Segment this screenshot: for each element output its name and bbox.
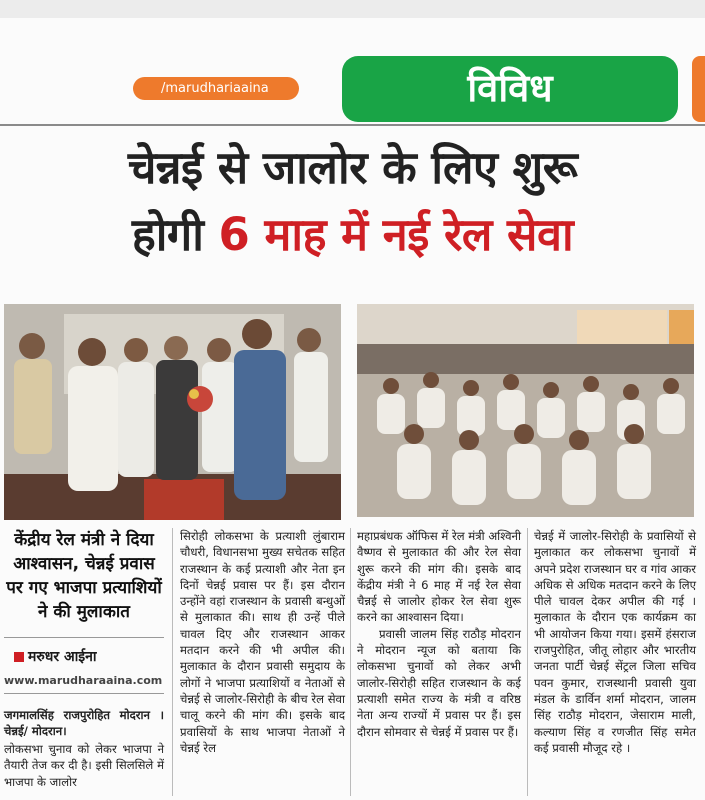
column-divider-2 <box>350 528 351 796</box>
brand-square-icon <box>14 652 24 662</box>
website-url: www.marudharaaina.com <box>4 674 163 687</box>
photo-minister-meeting <box>4 304 341 520</box>
social-handle-badge: /marudhariaaina <box>133 77 299 100</box>
article-column-3 <box>357 528 521 740</box>
headline-line-2-prefix: होगी <box>131 208 204 261</box>
header-divider <box>0 124 705 126</box>
next-section-tab <box>692 56 705 122</box>
section-banner: विविध <box>342 56 678 122</box>
brand-line <box>14 647 97 666</box>
article-column-3-para-2: प्रवासी जालम सिंह राठौड़ मोदरान ने मोदरान न्यूज को बताया कि लोकसभा चुनावों को लेकर अभी जालोर-सिरोही सहित राजस्थान के कई प्रत्याशी समेत राज्य के मंत्री व वरिष्ठ नेता अन्य राज्यों में प्रवास पर हैं। इस दौरान सोमवार से चेन्नई में प्रवास पर हैं। <box>357 626 521 739</box>
brand-name: मरुधर आईना <box>28 649 97 665</box>
headline-line-2 <box>0 207 705 262</box>
article-column-1: लोकसभा चुनाव को लेकर भाजपा ने तैयारी तेज कर दी है। इसी सिलसिले में भाजपा के जालोर <box>4 742 164 789</box>
headline <box>0 140 705 262</box>
photo-audience-gathering-illustration <box>357 304 694 517</box>
headline-line-1: चेन्नई से जालोर के लिए शुरू <box>127 141 578 194</box>
column-divider-3 <box>527 528 528 796</box>
lead-divider-top <box>4 637 164 638</box>
photo-audience-gathering <box>357 304 694 517</box>
top-strip <box>0 0 705 18</box>
lead-summary: केंद्रीय रेल मंत्री ने दिया आश्वासन, चेन्नई प्रवास पर गए भाजपा प्रत्याशियों ने की मुलाकात <box>6 530 162 622</box>
dateline: जगमालसिंह राजपुरोहित मोदरान ।चेन्नई/ मोदरान। <box>4 708 164 739</box>
article-column-2: सिरोही लोकसभा के प्रत्याशी लुंबाराम चौधरी, विधानसभा मुख्य सचेतक सहित राजस्थान के कई प्रत्याशी और नेता इन दिनों चेन्नई प्रवास पर हैं। इस दौरान उन्होंने वहां राजस्थान के प्रवासी बन्धुओं से मुलाकात की। साथ ही उन्हें पीले चावल दिए और राजस्थान आकर मतदान करने की भी अपील की। मुलाकात के दौरान प्रवासी समुदाय के लोगों ने भाजपा प्रत्याशियों व नेताओं से चेन्नई से जालोर-सिरोही के बीच रेल सेवा चालू करने की मांग की। इसके बाद प्रवासियों के साथ भाजपा नेताओं ने चेन्नई रेल <box>180 529 345 755</box>
article-column-4: चेन्नई में जालोर-सिरोही के प्रवासियों से मुलाकात कर लोकसभा चुनावों में अपने प्रदेश राजस्थान घर व गांव आकर अधिक से अधिक मतदान करने के लिए पीले चावल देकर अपील की गई । मुलाकात के दौरान एक कार्यक्रम का भी आयोजन किया गया। इसमें हंसराज राजपुरोहित, जीतू लोहार और भारतीय जनता पार्टी चेन्नई सेंट्रल जिला सचिव पवन कुमार, राजस्थानी प्रवासी युवा मंडल के डार्विन शर्मा मोदरान, जालम सिंह राठौड़ मोदरान, जेसाराम माली, कल्याण सिंह व रणजीत सिंह समेत कई प्रवासी मौजूद रहे । <box>534 529 696 755</box>
lead-divider-bottom <box>4 693 164 694</box>
headline-line-2-highlight: 6 माह में नई रेल सेवा <box>218 208 574 261</box>
photo-minister-meeting-illustration <box>4 304 341 520</box>
article-column-3-para-1: महाप्रबंधक ऑफिस में रेल मंत्री अश्विनी वैष्णव से मुलाकात की और रेल सेवा शुरू करने की मांग की। इसके बाद केंद्रीय मंत्री ने 6 माह में नई रेल सेवा चैन्नई से जालोर होकर रेल सेवा शुरू करने का आश्वासन दिया। <box>357 529 521 625</box>
column-divider-1 <box>172 528 173 796</box>
